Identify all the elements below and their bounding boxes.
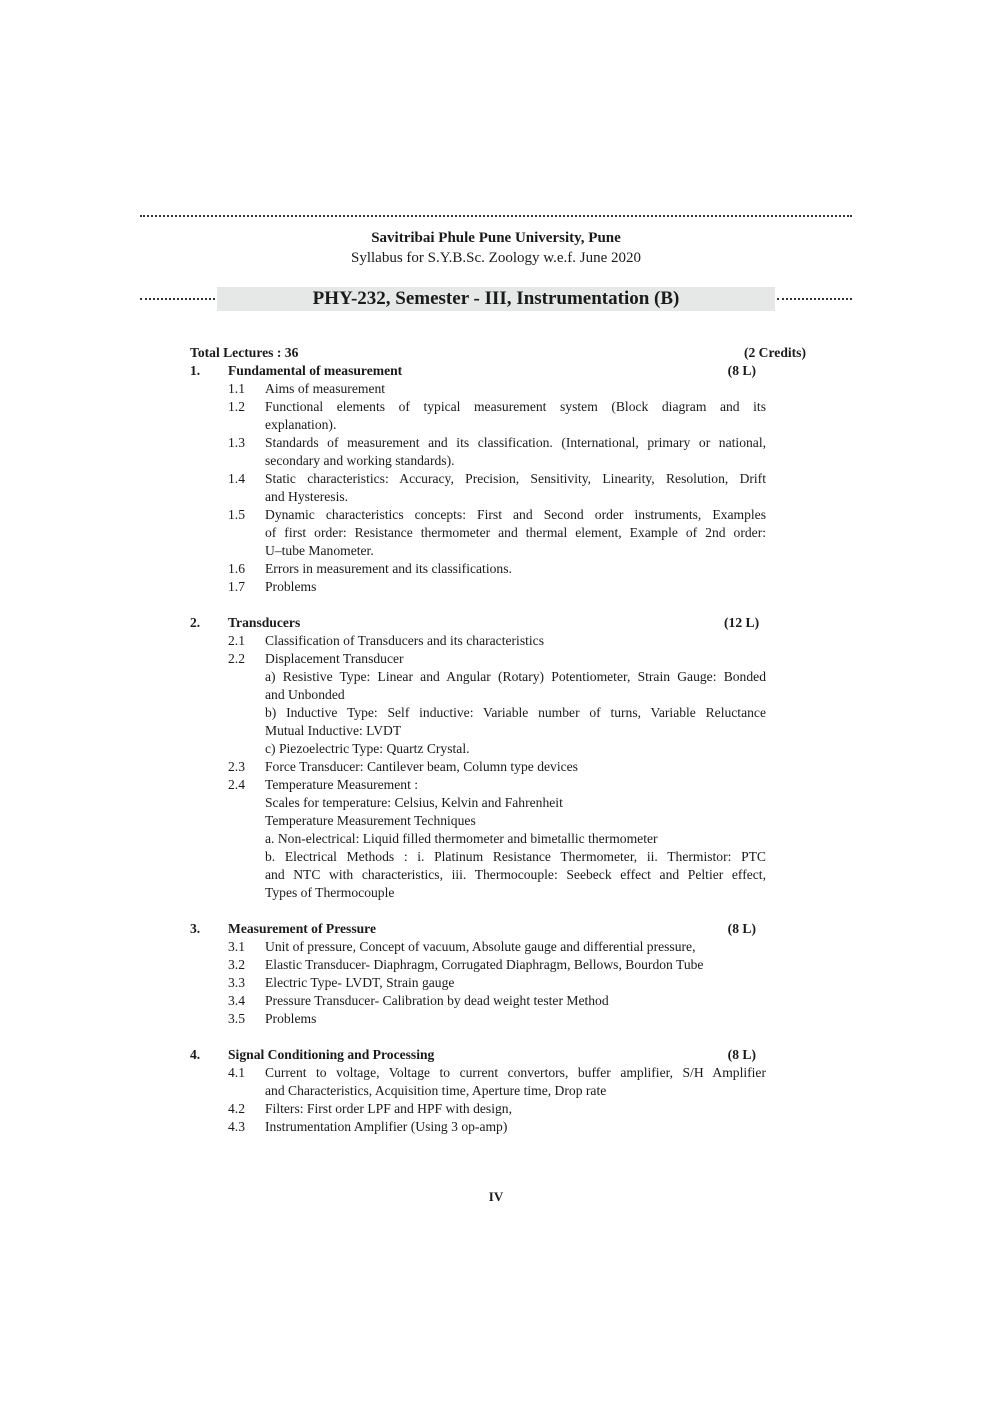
list-item: [190, 1118, 806, 1136]
section-title: Transducers: [228, 615, 301, 630]
text-line: Scales for temperature: Celsius, Kelvin and Fahrenheit: [265, 795, 563, 810]
list-item: [190, 956, 806, 974]
summary-row: [190, 344, 806, 362]
section-1: [190, 362, 806, 596]
text-line: b. Electrical Methods : i. Platinum Resistance Thermometer, ii. Thermistor: PTC: [265, 849, 766, 864]
text-line: a. Non-electrical: Liquid filled thermometer and bimetallic thermometer: [265, 831, 658, 846]
section-lectures: (8 L): [727, 1047, 756, 1062]
top-divider: [140, 215, 852, 217]
section-lectures: (12 L): [724, 615, 760, 630]
item-text: [265, 1118, 766, 1136]
section-heading: [190, 362, 806, 380]
title-divider-right: [777, 298, 852, 300]
text-line: Problems: [265, 1011, 317, 1026]
text-line: Force Transducer: Cantilever beam, Column type devices: [265, 759, 578, 774]
text-line: Problems: [265, 579, 317, 594]
text-line: explanation).: [265, 417, 337, 432]
item-text: [265, 434, 766, 470]
section-number: 4.: [190, 1047, 201, 1062]
list-item: [190, 560, 806, 578]
text-line: Temperature Measurement :: [265, 777, 419, 792]
item-number: 2.4: [228, 777, 245, 792]
credits: (2 Credits): [743, 345, 806, 360]
item-text: [265, 776, 766, 902]
text-line: and Hysteresis.: [265, 489, 349, 504]
section-number: 2.: [190, 615, 201, 630]
item-text: [265, 956, 766, 974]
section-number: 1.: [190, 363, 201, 378]
text-line: Classification of Transducers and its characteristics: [265, 633, 544, 648]
course-title: PHY-232, Semester - III, Instrumentation (B): [217, 287, 775, 311]
item-text: [265, 380, 766, 398]
item-text: [265, 938, 766, 956]
title-divider-left: [140, 298, 215, 300]
text-line: Current to voltage, Voltage to current convertors, buffer amplifier, S/H Amplifier: [265, 1065, 766, 1080]
section-2: [190, 614, 806, 902]
section-heading: [190, 614, 806, 632]
item-number: 4.1: [228, 1065, 245, 1080]
list-item: [190, 992, 806, 1010]
list-item: [190, 578, 806, 596]
item-text: [265, 1100, 766, 1118]
syllabus-subtitle: Syllabus for S.Y.B.Sc. Zoology w.e.f. June 2020: [351, 250, 641, 266]
item-number: 3.3: [228, 975, 245, 990]
text-line: Functional elements of typical measurement system (Block diagram and its: [265, 399, 766, 414]
item-text: [265, 398, 766, 434]
item-text: [265, 1010, 766, 1028]
text-line: Unit of pressure, Concept of vacuum, Absolute gauge and differential pressure,: [265, 939, 696, 954]
page-number: IV: [488, 1189, 504, 1204]
section-lectures: (8 L): [727, 363, 756, 378]
section-3: [190, 920, 806, 1028]
item-text: [265, 632, 766, 650]
item-number: 3.4: [228, 993, 245, 1008]
list-item: [190, 974, 806, 992]
section-title: Fundamental of measurement: [228, 363, 403, 378]
list-item: [190, 758, 806, 776]
syllabus-content: [190, 344, 806, 1136]
section-spacer: [190, 596, 806, 614]
item-text: [265, 560, 766, 578]
item-text: [265, 1064, 766, 1100]
list-item: [190, 1100, 806, 1118]
list-item: [190, 380, 806, 398]
section-title: Signal Conditioning and Processing: [228, 1047, 435, 1062]
text-line: c) Piezoelectric Type: Quartz Crystal.: [265, 741, 470, 756]
text-line: Errors in measurement and its classifications.: [265, 561, 512, 576]
text-line: Pressure Transducer- Calibration by dead weight tester Method: [265, 993, 609, 1008]
item-number: 2.3: [228, 759, 245, 774]
list-item: [190, 1064, 806, 1100]
text-line: b) Inductive Type: Self inductive: Variable number of turns, Variable Reluctance: [265, 705, 766, 720]
item-number: 2.2: [228, 651, 245, 666]
section-number: 3.: [190, 921, 201, 936]
item-text: [265, 992, 766, 1010]
item-number: 2.1: [228, 633, 245, 648]
section-lectures: (8 L): [727, 921, 756, 936]
list-item: [190, 506, 806, 560]
university-name: Savitribai Phule Pune University, Pune: [371, 230, 621, 246]
text-line: Standards of measurement and its classification. (International, primary or national,: [265, 435, 766, 450]
item-text: [265, 578, 766, 596]
section-heading: [190, 1046, 806, 1064]
list-item: [190, 398, 806, 434]
text-line: a) Resistive Type: Linear and Angular (Rotary) Potentiometer, Strain Gauge: Bonded: [265, 669, 766, 684]
list-item: [190, 434, 806, 470]
item-number: 1.7: [228, 579, 245, 594]
text-line: and Unbonded: [265, 687, 345, 702]
item-number: 4.2: [228, 1101, 245, 1116]
list-item: [190, 1010, 806, 1028]
section-spacer: [190, 902, 806, 920]
item-text: [265, 470, 766, 506]
item-number: 3.2: [228, 957, 245, 972]
list-item: [190, 938, 806, 956]
total-lectures: Total Lectures : 36: [190, 345, 299, 360]
item-number: 1.6: [228, 561, 245, 576]
section-4: [190, 1046, 806, 1136]
text-line: Temperature Measurement Techniques: [265, 813, 476, 828]
item-number: 3.1: [228, 939, 245, 954]
text-line: secondary and working standards).: [265, 453, 455, 468]
text-line: and NTC with characteristics, iii. Thermocouple: Seebeck effect and Peltier effect,: [265, 867, 766, 882]
text-line: Instrumentation Amplifier (Using 3 op-amp): [265, 1119, 508, 1134]
item-number: 3.5: [228, 1011, 245, 1026]
text-line: Static characteristics: Accuracy, Precision, Sensitivity, Linearity, Resolution, Drift: [265, 471, 766, 486]
text-line: Filters: First order LPF and HPF with design,: [265, 1101, 512, 1116]
text-line: Mutual Inductive: LVDT: [265, 723, 402, 738]
item-text: [265, 974, 766, 992]
item-number: 1.5: [228, 507, 245, 522]
item-text: [265, 506, 766, 560]
item-number: 1.2: [228, 399, 245, 414]
item-text: [265, 758, 766, 776]
text-line: Elastic Transducer- Diaphragm, Corrugated Diaphragm, Bellows, Bourdon Tube: [265, 957, 704, 972]
item-number: 1.3: [228, 435, 245, 450]
text-line: Dynamic characteristics concepts: First and Second order instruments, Examples: [265, 507, 766, 522]
item-number: 1.1: [228, 381, 245, 396]
text-line: Displacement Transducer: [265, 651, 404, 666]
list-item: [190, 650, 806, 758]
text-line: U–tube Manometer.: [265, 543, 374, 558]
text-line: Types of Thermocouple: [265, 885, 395, 900]
text-line: and Characteristics, Acquisition time, Aperture time, Drop rate: [265, 1083, 607, 1098]
list-item: [190, 470, 806, 506]
text-line: Electric Type- LVDT, Strain gauge: [265, 975, 455, 990]
section-heading: [190, 920, 806, 938]
list-item: [190, 776, 806, 902]
item-number: 4.3: [228, 1119, 245, 1134]
item-text: [265, 650, 766, 758]
item-number: 1.4: [228, 471, 245, 486]
text-line: of first order: Resistance thermometer and thermal element, Example of 2nd order:: [265, 525, 766, 540]
text-line: Aims of measurement: [265, 381, 386, 396]
list-item: [190, 632, 806, 650]
section-title: Measurement of Pressure: [228, 921, 376, 936]
section-spacer: [190, 1028, 806, 1046]
